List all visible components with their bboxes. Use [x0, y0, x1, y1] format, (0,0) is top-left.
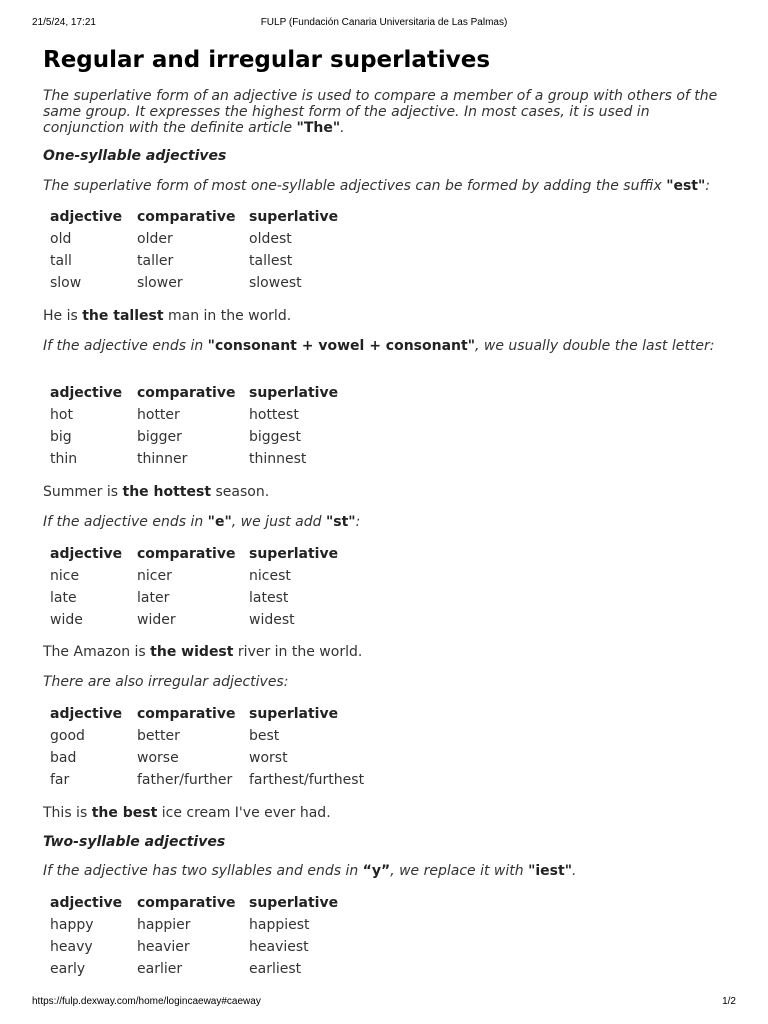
cell-adjective: nice	[50, 568, 80, 584]
example-key: the best	[91, 805, 158, 821]
rule-text: If the adjective ends in	[43, 338, 208, 354]
cell-adjective: late	[50, 590, 77, 606]
header-comparative: comparative	[137, 706, 236, 722]
cell-superlative: best	[249, 728, 280, 744]
cell-comparative: happier	[137, 917, 191, 933]
cell-comparative: father/further	[137, 772, 233, 788]
example-tallest	[43, 308, 733, 324]
example-text: This is	[43, 805, 92, 821]
example-text: Summer is	[43, 484, 123, 500]
cell-superlative: farthest/furthest	[249, 772, 365, 788]
header-superlative: superlative	[249, 706, 339, 722]
rule-key: "st"	[325, 514, 356, 530]
print-url: https://fulp.dexway.com/home/logincaeway#caeway	[32, 996, 261, 1007]
cell-superlative: hottest	[249, 407, 299, 423]
example-text: season.	[211, 484, 270, 500]
rule-text: , we replace it with	[390, 863, 529, 879]
rule-text: , we usually double the last letter:	[475, 338, 715, 354]
rule-text: If the adjective ends in	[43, 514, 208, 530]
cell-adjective: old	[50, 231, 72, 247]
cell-comparative: wider	[137, 612, 176, 628]
page-title: Regular and irregular superlatives	[43, 47, 491, 73]
cell-superlative: happiest	[249, 917, 310, 933]
cell-comparative: better	[137, 728, 180, 744]
cell-adjective: happy	[50, 917, 94, 933]
header-comparative: comparative	[137, 209, 236, 225]
example-key: the hottest	[122, 484, 212, 500]
cell-superlative: biggest	[249, 429, 301, 445]
rule-key: "consonant + vowel + consonant"	[207, 338, 476, 354]
cell-adjective: wide	[50, 612, 83, 628]
cell-adjective: big	[50, 429, 72, 445]
cell-adjective: tall	[50, 253, 72, 269]
header-comparative: comparative	[137, 385, 236, 401]
cell-adjective: good	[50, 728, 85, 744]
cell-comparative: thinner	[137, 451, 188, 467]
header-comparative: comparative	[137, 546, 236, 562]
cell-adjective: hot	[50, 407, 73, 423]
rule-irregular: There are also irregular adjectives:	[43, 674, 289, 690]
cell-adjective: slow	[50, 275, 82, 291]
header-adjective: adjective	[50, 385, 123, 401]
intro-article: "The"	[296, 120, 341, 136]
rule-text: , we just add	[231, 514, 326, 530]
rule-key: "e"	[207, 514, 232, 530]
rule-est-text: The superlative form of most one-syllable adjectives can be formed by adding the suffix	[43, 178, 667, 194]
cell-superlative: thinnest	[249, 451, 307, 467]
example-text: He is	[43, 308, 83, 324]
cell-adjective: thin	[50, 451, 78, 467]
rule-est-key: "est"	[666, 178, 706, 194]
print-site-title: FULP (Fundación Canaria Universitaria de Las Palmas)	[260, 17, 508, 28]
header-comparative: comparative	[137, 895, 236, 911]
example-key: the tallest	[82, 308, 164, 324]
print-datetime: 21/5/24, 17:21	[32, 17, 96, 28]
rule-ends-in-e	[43, 514, 733, 530]
header-superlative: superlative	[249, 385, 339, 401]
rule-est	[43, 178, 733, 194]
example-best	[43, 805, 733, 821]
example-text: river in the world.	[233, 644, 363, 660]
header-superlative: superlative	[249, 895, 339, 911]
print-header	[0, 17, 768, 31]
example-key: the widest	[150, 644, 234, 660]
rule-text: :	[355, 514, 361, 530]
cell-superlative: widest	[249, 612, 295, 628]
rule-text: If the adjective has two syllables and ends in	[43, 863, 363, 879]
print-footer	[0, 996, 768, 1010]
example-widest	[43, 644, 733, 660]
rule-double-consonant	[43, 338, 733, 354]
intro-paragraph	[43, 88, 733, 136]
header-adjective: adjective	[50, 209, 123, 225]
cell-comparative: hotter	[137, 407, 180, 423]
cell-adjective: early	[50, 961, 86, 977]
example-text: The Amazon is	[43, 644, 151, 660]
intro-text: The superlative form of an adjective is used to compare a member of a group with others of the same group. It expresses the highest form of the adjective. In most cases, it is used in conjunction with the definite article	[43, 88, 718, 136]
cell-adjective: far	[50, 772, 70, 788]
cell-comparative: nicer	[137, 568, 172, 584]
print-page-number: 1/2	[722, 996, 736, 1007]
cell-superlative: latest	[249, 590, 289, 606]
section-title-two-syllable: Two-syllable adjectives	[43, 834, 226, 850]
example-hottest	[43, 484, 733, 500]
cell-adjective: bad	[50, 750, 77, 766]
rule-text: .	[572, 863, 577, 879]
section-title-one-syllable: One-syllable adjectives	[43, 148, 227, 164]
header-adjective: adjective	[50, 895, 123, 911]
cell-comparative: older	[137, 231, 173, 247]
rule-key: “y”	[362, 863, 391, 879]
cell-superlative: heaviest	[249, 939, 309, 955]
example-text: man in the world.	[163, 308, 292, 324]
cell-superlative: nicest	[249, 568, 291, 584]
cell-comparative: heavier	[137, 939, 190, 955]
cell-superlative: worst	[249, 750, 288, 766]
cell-superlative: tallest	[249, 253, 293, 269]
cell-superlative: oldest	[249, 231, 292, 247]
cell-comparative: later	[137, 590, 170, 606]
rule-key: "iest"	[528, 863, 573, 879]
intro-end: .	[340, 120, 345, 136]
example-text: ice cream I've ever had.	[157, 805, 331, 821]
header-superlative: superlative	[249, 546, 339, 562]
header-superlative: superlative	[249, 209, 339, 225]
cell-comparative: slower	[137, 275, 183, 291]
header-adjective: adjective	[50, 706, 123, 722]
cell-comparative: worse	[137, 750, 179, 766]
cell-comparative: taller	[137, 253, 174, 269]
cell-superlative: earliest	[249, 961, 302, 977]
cell-comparative: bigger	[137, 429, 182, 445]
rule-ends-in-y	[43, 863, 733, 879]
cell-comparative: earlier	[137, 961, 183, 977]
cell-superlative: slowest	[249, 275, 302, 291]
rule-est-end: :	[705, 178, 711, 194]
cell-adjective: heavy	[50, 939, 93, 955]
header-adjective: adjective	[50, 546, 123, 562]
